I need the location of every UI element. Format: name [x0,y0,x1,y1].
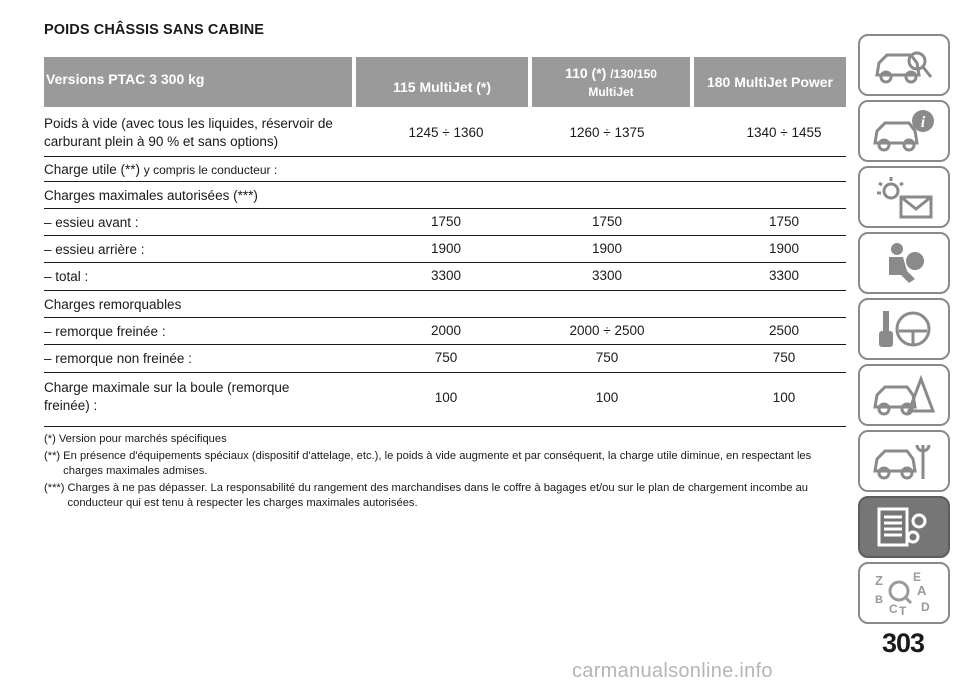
cell-value: 750 [595,350,619,365]
warning-lights-mail-icon [869,173,939,221]
footnote [44,432,848,447]
svg-text:T: T [899,604,907,617]
tab-car-warning[interactable] [858,364,950,426]
alphabet-index-icon [869,569,939,617]
svg-text:B: B [875,594,883,606]
specs-list-gear-icon [869,503,939,551]
cell-value: 1260 ÷ 1375 [569,125,645,140]
row-label-line2: carburant plein à 90 % et sans options) [44,134,279,149]
header-c2-multijet: MultiJet [588,84,634,99]
cell-value: 1340 ÷ 1455 [746,125,822,140]
car-wrench-icon [869,437,939,485]
row-label: – essieu avant : [44,215,139,230]
row-label: – remorque freinée : [44,324,166,339]
row-label [44,161,277,179]
cell-value: 1900 [768,241,800,256]
table-row-charges-remorquables [44,291,846,318]
tab-alphabetical-index[interactable] [858,562,950,624]
cell-value: 100 [772,390,796,405]
car-warning-triangle-icon [869,371,939,419]
cell-value: 3300 [430,268,462,283]
cell-value: 1900 [591,241,623,256]
footnote [44,449,848,479]
header-110-130-150-multijet [532,57,690,107]
table-row-poids-vide [44,109,846,157]
cell-value: 3300 [768,268,800,283]
svg-text:E: E [913,570,922,584]
tab-warning-lights[interactable] [858,166,950,228]
header-c2-variants: /130/150 [610,66,657,81]
table-row-essieu-avant [44,209,846,236]
footnote [44,481,848,511]
tab-car-wrench[interactable] [858,430,950,492]
car-search-icon [869,41,939,89]
header-180-multijet-power: 180 MultiJet Power [694,57,846,107]
row-label-small: y compris le conducteur : [143,163,278,177]
table-row-remorque-freinee [44,318,846,345]
svg-text:C: C [889,602,898,616]
cell-value: 2500 [768,323,800,338]
header-115-multijet: 115 MultiJet (*) [356,57,528,107]
footnote-text: Version pour marchés spécifiques [58,433,227,445]
footnote-text: Charges à ne pas dépasser. La responsabilité du rangement des marchandises dans le coffre à bagages et/ou sur le plan de chargement incombe au conducteur qui est tenu à respecter les charges maximales autorisées. [67,482,809,509]
cell-value: 1750 [591,214,623,229]
svg-text:i: i [920,114,926,131]
tab-car-info[interactable] [858,100,950,162]
footnote-marker: (***) [44,482,65,494]
header-c2-main: 110 (*) [565,64,611,81]
row-label-line1: Poids à vide (avec tous les liquides, réservoir de [44,116,333,131]
car-info-icon [869,107,939,155]
page-number: 303 [881,628,925,658]
watermark: carmanualsonline.info [572,660,773,682]
svg-text:Z: Z [875,573,883,588]
cell-value: 3300 [591,268,623,283]
cell-value: 2000 [430,323,462,338]
row-label: – total : [44,269,89,284]
row-label: Charges maximales autorisées (***) [44,188,258,203]
row-label: – essieu arrière : [44,242,145,257]
row-label-main: Charge utile (**) [44,162,144,177]
cell-value: 100 [595,390,619,405]
table-row-charge-boule [44,373,846,427]
header-versions: Versions PTAC 3 300 kg [44,57,352,107]
key-steering-wheel-icon [869,305,939,353]
svg-text:D: D [921,600,930,614]
cell-value: 750 [434,350,458,365]
cell-value: 1245 ÷ 1360 [408,125,484,140]
cell-value: 1750 [430,214,462,229]
row-label-line2: freinée) : [44,398,98,413]
row-label [44,379,289,415]
section-title: POIDS CHÂSSIS SANS CABINE [44,22,265,38]
table-row-charge-utile [44,157,846,182]
table-row-total [44,263,846,291]
cell-value: 750 [772,350,796,365]
svg-text:A: A [917,583,927,598]
footnote-marker: (*) [44,433,56,445]
cell-value: 1750 [768,214,800,229]
row-label-line1: Charge maximale sur la boule (remorque [44,380,290,395]
cell-value: 2000 ÷ 2500 [569,323,645,338]
table-row-remorque-non-freinee [44,345,846,373]
tab-key-steering[interactable] [858,298,950,360]
tab-specs[interactable] [858,496,950,558]
table-row-charges-max [44,182,846,209]
row-label: – remorque non freinée : [44,351,192,366]
row-label [44,115,333,151]
cell-value: 1900 [430,241,462,256]
tab-airbag[interactable] [858,232,950,294]
footnotes [44,432,848,513]
tab-car-search[interactable] [858,34,950,96]
table-row-essieu-arriere [44,236,846,263]
airbag-person-icon [869,239,939,287]
footnote-text: En présence d'équipements spéciaux (dispositif d'attelage, etc.), le poids à vide augmente et par conséquent, la charge utile diminue, en respectant les charges maximales admises. [63,450,812,477]
row-label: Charges remorquables [44,297,182,312]
footnote-marker: (**) [44,450,61,462]
cell-value: 100 [434,390,458,405]
